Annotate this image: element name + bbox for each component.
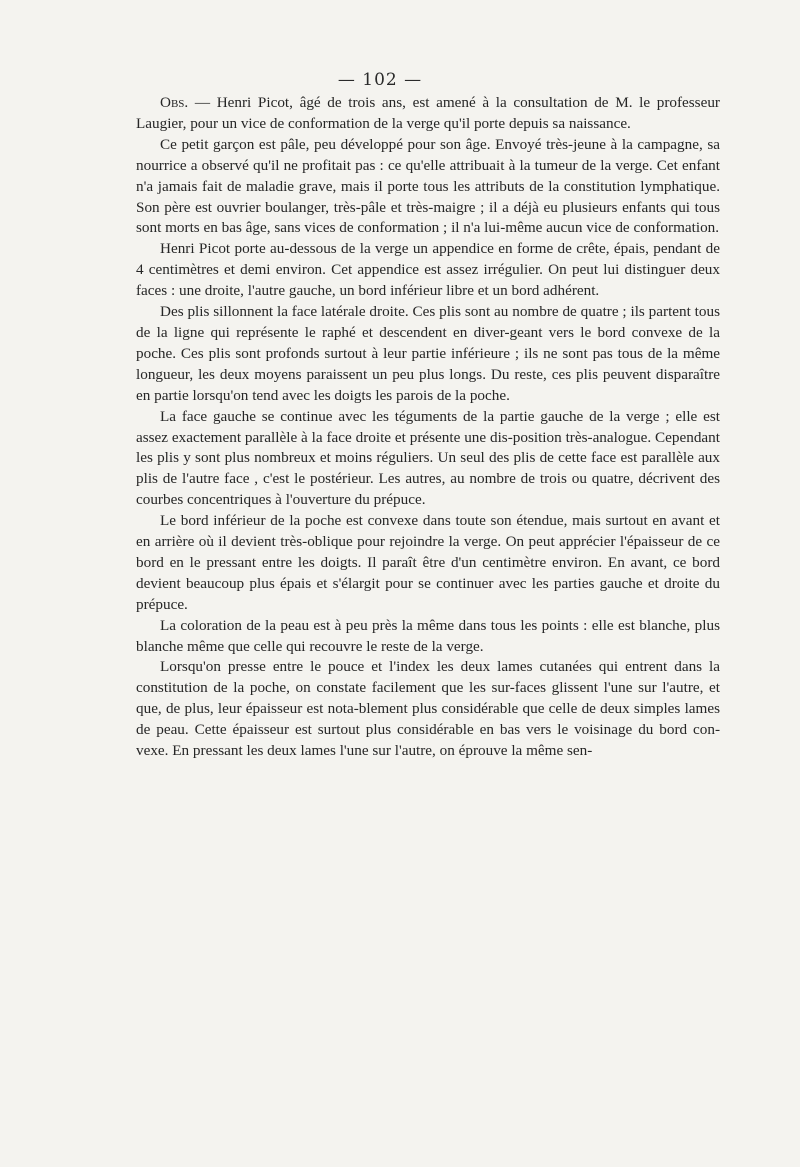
paragraph-4: Des plis sillonnent la face latérale droite. Ces plis sont au nombre de quatre ; ils partent tous de la ligne qui représente le raphé et descendent en diver-geant vers le bord convexe de la poche. Ces plis sont profonds surtout à leur partie inférieure ; ils ne sont pas tous de la même longueur, les deux moyens paraissent un peu plus longs. Du reste, ces plis peuvent disparaître en partie lorsqu'on tend avec les doigts les parois de la poche. bbox=[136, 303, 720, 404]
paragraph-8: Lorsqu'on presse entre le pouce et l'index les deux lames cutanées qui entrent dans la constitution de la poche, on constate facilement que les sur-faces glissent l'une sur l'autre, et que, de plus, leur épaisseur est nota-blement plus considérable que celle de deux simples lames de peau. Cette épaisseur est surtout plus considérable en bas vers le voisinage du bord con-vexe. En pressant les deux lames l'une sur l'autre, on éprouve la même sen- bbox=[136, 658, 720, 760]
paragraph-2: Ce petit garçon est pâle, peu développé pour son âge. Envoyé très-jeune à la campagne, sa nourrice a observé qu'il ne profitait pas : ce qu'elle attribuait à la tumeur de la verge. Cet enfant n'a jamais fait de maladie grave, mais il porte tous les attributs de la constitution lymphatique. Son père est ouvrier boulanger, très-pâle et très-maigre ; il a déjà eu plusieurs enfants qui tous sont morts en bas âge, sans vices de conformation ; il n'a lui-même aucun vice de conformation. bbox=[136, 135, 720, 237]
paragraph-5: La face gauche se continue avec les téguments de la partie gauche de la verge ; elle est assez exactement parallèle à la face droite et présente une dis-position très-analogue. Cependant les plis y sont plus nombreux et moins réguliers. Un seul des plis de cette face est parallèle aux plis de l'autre face , c'est le postérieur. Les autres, au nombre de trois ou quatre, décrivent des courbes concentriques à l'ouverture du prépuce. bbox=[136, 407, 720, 509]
page-number: — 102 — bbox=[337, 70, 423, 90]
paragraph-3: Henri Picot porte au-dessous de la verge un appendice en forme de crête, épais, pendant de 4 centimètres et demi environ. Cet appendice est assez irrégulier. On peut lui distinguer deux faces : une droite, l'autre gauche, un bord inférieur libre et un bord adhérent. bbox=[136, 240, 720, 300]
paragraph-1-text: — Henri Picot, âgé de trois ans, est amené à la consultation de M. le professeur Laugier, pour un vice de conformation de la verge qu'il porte depuis sa naissance. bbox=[136, 94, 720, 132]
observation-text bbox=[136, 93, 720, 762]
paragraph-1 bbox=[136, 93, 720, 135]
paragraph-6: Le bord inférieur de la poche est convexe dans toute son étendue, mais surtout en avant et en arrière où il devient très-oblique pour rejoindre la verge. On peut apprécier l'épaisseur de ce bord en le pressant entre les doigts. Il paraît être d'un centimètre environ. En avant, ce bord devient beaucoup plus épais et s'élargit pour se continuer avec les parties gauche et droite du prépuce. bbox=[136, 512, 720, 613]
observation-label: Obs. bbox=[160, 94, 189, 111]
paragraph-7: La coloration de la peau est à peu près la même dans tous les points : elle est blanche, plus blanche même que celle qui recouvre le reste de la verge. bbox=[136, 616, 720, 655]
